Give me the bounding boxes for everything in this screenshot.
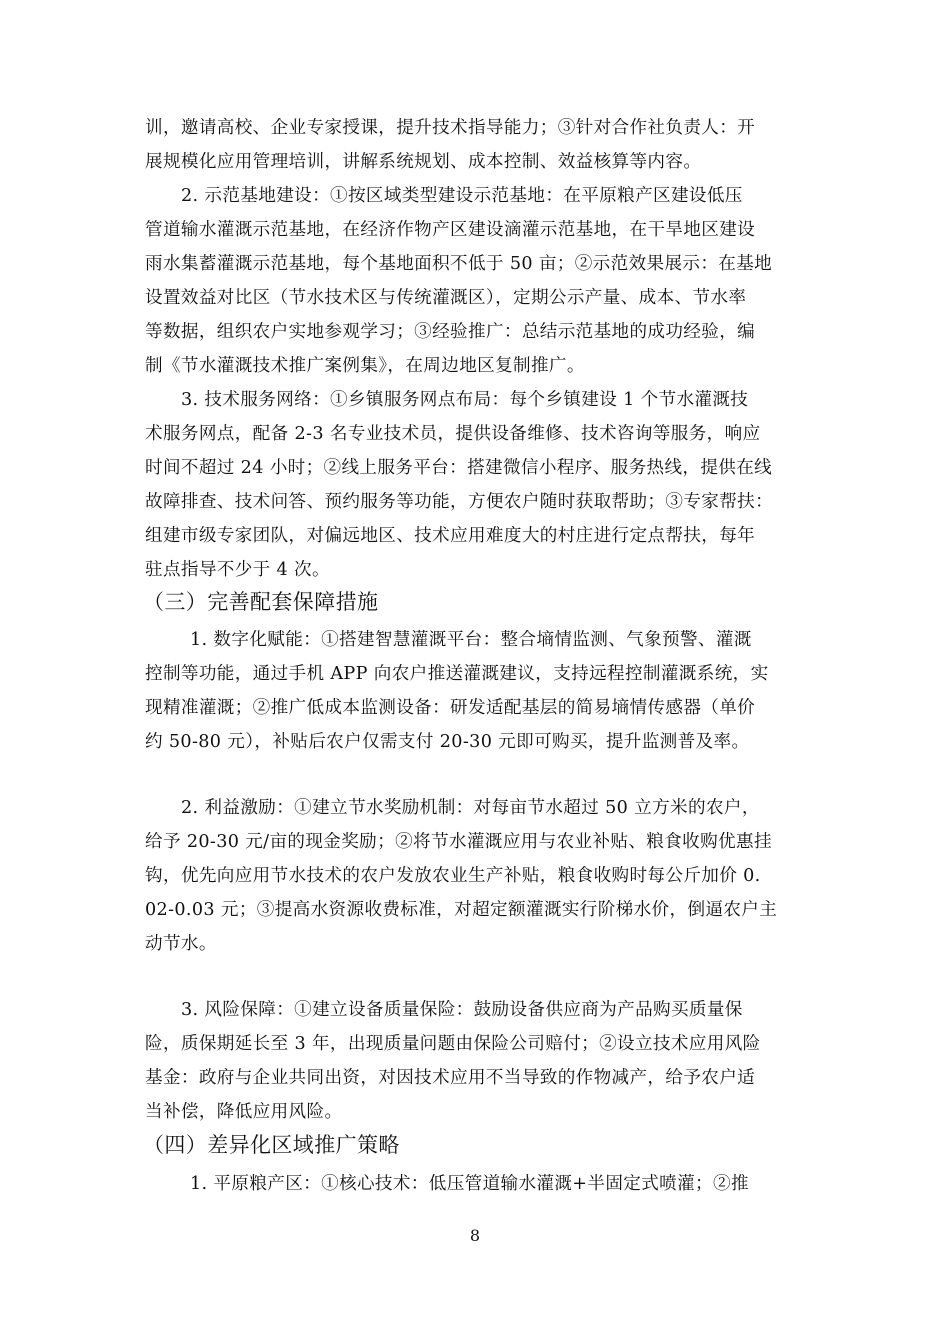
section-heading: （四）差异化区域推广策略 — [143, 1133, 400, 1157]
paragraph-line: 雨水集蓄灌溉示范基地，每个基地面积不低于 50 亩；②示范效果展示：在基地 — [145, 254, 773, 274]
paragraph-line: 动节水。 — [145, 934, 217, 954]
paragraph-line: 设置效益对比区（节水技术区与传统灌溉区），定期公示产量、成本、节水率 — [145, 288, 747, 308]
paragraph-line: 驻点指导不少于 4 次。 — [145, 560, 330, 580]
paragraph-line: 现精准灌溉；②推广低成本监测设备：研发适配基层的简易墒情传感器（单价 — [145, 698, 756, 718]
page-number: 8 — [469, 1226, 481, 1245]
paragraph-line: 2. 示范基地建设：①按区域类型建设示范基地：在平原粮产区建设低压 — [181, 186, 743, 206]
paragraph-line: 约 50-80 元），补贴后农户仅需支付 20-30 元即可购买，提升监测普及率。 — [145, 732, 750, 752]
paragraph-line: 给予 20-30 元/亩的现金奖励；②将节水灌溉应用与农业补贴、粮食收购优惠挂 — [145, 832, 772, 852]
paragraph-line: 组建市级专家团队，对偏远地区、技术应用难度大的村庄进行定点帮扶，每年 — [145, 526, 756, 546]
paragraph-line: 展规模化应用管理培训，讲解系统规划、成本控制、效益核算等内容。 — [145, 152, 702, 172]
paragraph-line: 等数据，组织农户实地参观学习；③经验推广：总结示范基地的成功经验，编 — [145, 322, 756, 342]
paragraph-line: 险，质保期延长至 3 年，出现质量问题由保险公司赔付；②设立技术应用风险 — [145, 1034, 761, 1054]
paragraph-line: 当补偿，降低应用风险。 — [145, 1102, 343, 1122]
paragraph-line: 2. 利益激励：①建立节水奖励机制：对每亩节水超过 50 立方米的农户， — [181, 798, 760, 818]
paragraph-line: 02-0.03 元；③提高水资源收费标准，对超定额灌溉实行阶梯水价，倒逼农户主 — [145, 900, 778, 920]
paragraph-line: 钩，优先向应用节水技术的农户发放农业生产补贴，粮食收购时每公斤加价 0. — [145, 866, 761, 886]
paragraph-line: 3. 风险保障：①建立设备质量保险：鼓励设备供应商为产品购买质量保 — [181, 1000, 743, 1020]
paragraph-line: 时间不超过 24 小时；②线上服务平台：搭建微信小程序、服务热线，提供在线 — [145, 458, 773, 478]
paragraph-line: 故障排查、技术问答、预约服务等功能，方便农户随时获取帮助；③专家帮扶： — [145, 492, 774, 512]
paragraph-line: 术服务网点，配备 2-3 名专业技术员，提供设备维修、技术咨询等服务，响应 — [145, 424, 761, 444]
paragraph-line: 基金：政府与企业共同出资，对因技术应用不当导致的作物减产，给予农户适 — [145, 1068, 756, 1088]
paragraph-line: 1. 平原粮产区：①核心技术：低压管道输水灌溉+半固定式喷灌；②推 — [190, 1174, 749, 1194]
paragraph-line: 控制等功能，通过手机 APP 向农户推送灌溉建议，支持远程控制灌溉系统，实 — [145, 664, 769, 684]
paragraph-line: 管道输水灌溉示范基地，在经济作物产区建设滴灌示范基地，在干旱地区建设 — [145, 220, 756, 240]
paragraph-line: 1. 数字化赋能：①搭建智慧灌溉平台：整合墒情监测、气象预警、灌溉 — [190, 630, 752, 650]
paragraph-line: 制《节水灌溉技术推广案例集》，在周边地区复制推广。 — [145, 356, 585, 376]
paragraph-line: 训，邀请高校、企业专家授课，提升技术指导能力；③针对合作社负责人：开 — [145, 118, 756, 138]
paragraph-line: 3. 技术服务网络：①乡镇服务网点布局：每个乡镇建设 1 个节水灌溉技 — [181, 390, 749, 410]
section-heading: （三）完善配套保障措施 — [143, 590, 379, 614]
